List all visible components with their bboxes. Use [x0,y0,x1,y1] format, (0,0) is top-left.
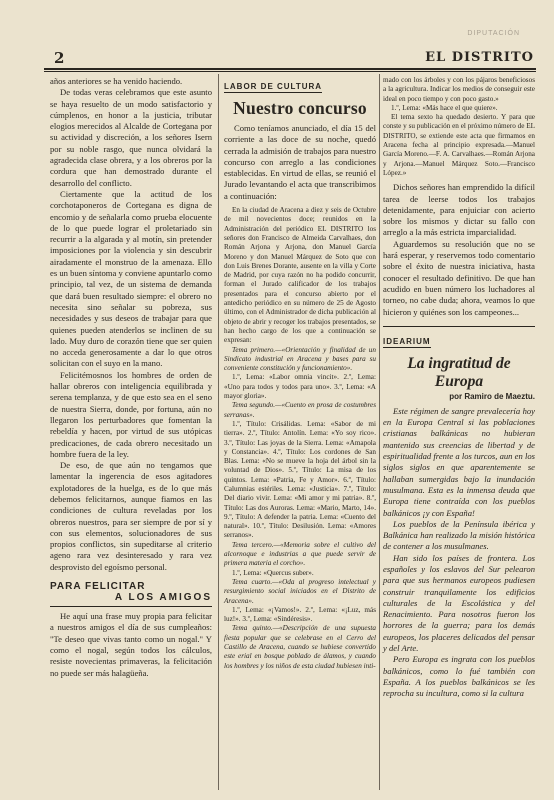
essay-byline: por Ramiro de Maeztu. [449,391,535,401]
essay-paragraph: Los pueblos de la Península ibérica y Balkánica han realizado la misión histórica de contener a los musulmanes. [383,518,535,552]
acta-continuation [383,76,535,178]
article-intro: Como teníamos anunciado, el día 15 del corriente a las doce de su noche, quedó cerrada la admisión de trabajos para nuestro concurso con arreglo a las condiciones establecidas. En virtud de ellas, se reunió el Jurado levantando el acta que transcribimos a continuación: [224,123,376,201]
header-rule [44,68,536,70]
column-1 [50,76,212,679]
paragraph: De eso, de que aún no tengamos que lamentar la ingerencia de esos agitadores explotadores de la huelga, es de lo que más debemos felicitarnos, aunque fiamos en las condiciones de cultura reveladas por los obreros nuestros, para ser siempre de por sí y con sus elementos, solucionadores de sus propios conflictos, sin supeditarse al criterio ageno rara vez desinteresado y rara vez desprovisto del egoísmo personal. [50,460,212,572]
column-2 [224,76,376,671]
acta-paragraph: Tema quinto.—«Descripción de una supuesta fiesta popular que se celebrase en el Cerro del Castillo de Aracena, cuando se hubiese convertido este erial en bosque poblado de álamos, y cuando los hombres y los niños de esta ciudad hubiesen inti- [224,624,376,670]
essay-paragraph: Han sido los países de frontera. Los españoles y los eslavos del Sur pelearon para que sus hermanos europeos pudiesen construir tranquilamente los edificios culturales de la Escolástica y del Renacimiento. Para nosotros fueron los horrores de la guerra; para los demás europeos, los placeres delicados del pensar y del Arte. [383,552,535,654]
acta-paragraph: En la ciudad de Aracena a diez y seis de Octubre de mil novecientos doce; reunidos en la Administración del periódico EL DISTRITO los señores don Francisco de Almeida Carvalhaes, don Román Arjona y Arjona, don Manuel García Moreno y don Manuel Márquez de Soto que con don Luis Brenes Dorante, ausente en la villa y Corte de Madrid, por cuya razón no ha podido concurrir, forman el Jurado calificador de los trabajos presentados para el concurso abierto por el antedicho periódico en su número de 25 de Agosto último, con el Administrador de dicha publicación al objeto de abrir y recoger los trabajos presentados, se han hecho cargo de los que a continuación se expresan: [224,206,376,345]
paragraph: De todas veras celebramos que este asunto se haya resuelto de un modo satisfactorio y cúmplenos, en honor a la justicia, tributar elogios merecidos al Alcalde de Cortegana por su actividad y discreción, a los señores Isern por su noble rasgo, que nunca olvidará la agradecida clase obrera, y a los obreros por la cordura que han demostrado durante el desarrollo del conflicto. [50,87,212,188]
section-label: LABOR DE CULTURA [224,82,323,91]
felicitar-text: He aquí una frase muy propia para felicitar a nuestros amigos el día de sus cumpleaños: "Te deseo que vivas tanto como un nogal." Y como el nogal, según todos los cálculos, resiste novecientas primaveras, la felicitación no puede ser más halagüeña. [50,611,212,678]
essay-paragraph: Pero Europa es ingrata con los pueblos balkánicos, como lo fué también con España. A los pueblos balkánicos se les reprocha su incultura, como si la cultura [383,654,535,699]
article-title: Nuestro concurso [233,98,367,118]
acta-paragraph: Tema tercero.—«Memoria sobre el cultivo del alcornoque e industrias a que puede servir de primera materia el corcho». [224,540,376,568]
page-number: 2 [54,49,65,67]
paragraph: años anteriores se ha venido haciendo. [50,76,183,86]
newspaper-name: EL DISTRITO [425,50,534,65]
acta-paragraph: mado con los árboles y con los pájaros beneficiosos a la agricultura. Indicar los medios de conseguir este ideal en poco tiempo y con poco gasto.» [383,76,535,103]
paragraph: Felicitémosnos los hombres de orden de hallar obreros con inteligencia equilibrada y serena templanza, y de que esto sea en el seno de nuestra Sierra, donde, por fortuna, aún no llegaron los perturbadores que fomentan la rebeldía y hacen, por virtud de sus utópicas predicaciones, de cada obrero necesitado un hombre fuera de la ley. [50,369,212,459]
page-header [42,48,536,68]
paragraph: Ciertamente que la actitud de los corchotaponeros de Cortegana es digna de encomio y de señalarla como prueba elocuente de lo que puede lograr el proletariado sin recurrir a la algarada y al motín, sin pretender imposiciones por la violencia y sin descubrir airadamente el monstruo de la amenaza. Ello es un buen síntoma y conviene apuntarlo como principio, tal vez, de un sistema de demanda que dará buen resultado siempre: el obrero no necesita sino señalar su pobreza, sus necesidades y sus deseos de trabajar para que quienes pueden atenderlos se inclinen de su lado. Muy duro de corazón tiene que ser quien no acceda generosamente a dar lo que otros solicitan con el suyo en la mano. [50,188,212,369]
acta-paragraph: Tema primero.—«Orientación y finalidad de un Sindicato industrial en Aracena y bases para su conveniente constitución y funcionamiento». [224,345,376,373]
acta-paragraph: 1.º, Lema: «Más hace el que quiere». [391,103,498,112]
heading-rule [50,606,212,607]
felicitar-heading-line-2: A LOS AMIGOS [114,592,212,604]
column-3 [383,76,535,700]
section-label: IDEARIUM [383,336,431,346]
acta-paragraph: 1.º, Lema: «Quercus suber». [232,568,314,577]
archive-stamp: DIPUTACIÓN [467,30,520,37]
felicitar-heading-line-1: PARA FELICITAR [50,581,146,593]
column-divider [218,74,219,790]
essay-text [383,406,535,700]
paragraph: Aguardemos su resolución que no se hará esperar, y reservemos todo comentario sobre el éxito de nuestra iniciativa, hasta conocer el resultado definitivo. De que han acudido en buen número los luchadores al torneo, no cabe duda; ahora, veamos lo que hicieron y quiénes son los campeones... [383,238,535,317]
acta-paragraph: 1.º, Lema: «¡Vamos!». 2.º, Lema: «¡Luz, más luz!». 3.º, Lema: «Sindéresis». [224,605,376,624]
paragraph: Dichos señores han emprendido la difícil tarea de leerse todos los trabajos detenidamente, para enjuiciar con acierto sobre los mismos y dictar su fallo con arreglo a la más estricta imparcialidad. [383,182,535,238]
felicitar-heading [50,581,212,603]
column-divider [379,74,380,790]
acta-paragraph: 1.º, Lema: «Labor omnia vincit». 2.º, Lema: «Uno para todos y todos para uno». 3.º, Lema: «A mayor gloria». [224,373,376,401]
acta-paragraph: Tema cuarto.—«Oda al progreso intelectual y resurgimiento social iniciados en el Distrito de Aracena». [224,577,376,605]
acta-paragraph: 1.º, Título: Crisálidas. Lema: «Sabor de mi tierra». 2.º, Título: Antolín. Lema: «Yo soy rico». 3.º, Título: Las joyas de la Sierra. Lema: «Amapola y Constancia». 4.º, Título: Los cordones de San Blas. Lema: «No se mueve la hoja del árbol sin la voluntad de Dios». 5.º, Título: La misa de los quintos. Lema: «Patria, Fe y Amor». 6.º, Título: Calumnias estériles. Lema: «Justicia». 7.º, Título: Del diario vivir. Lema: «Mi amor y mi patria». 8.º, Título: Las dos Auroras. Lema: «Mario, Marto, 14». 9.º, Título: A defender la patria. Lema: «Cuento del natural». 10.º, Título: Desilusión. Lema: «Amores serranos». [224,419,376,540]
acta-text [224,206,376,671]
acta-paragraph: El tema sexto ha quedado desierto. Y para que conste y su publicación en el próximo número de EL DISTRITO, se extiende este acta que firmamos en Aracena fecha al principio expresada.—Manuel García Moreno.—F. A. Carvalhaes.—Román Arjona y Arjona.—Manuel Márquez Soto.—Francisco López.» [383,113,535,177]
essay-paragraph: Este régimen de sangre prevalecería hoy en la Europa Central si las poblaciones cristianas balkánicas no hubieran mantenido sus creencias de libertad y de espiritualidad frente a los turcos, aun en los siglos siglos en que aparentemente se hallaban sumergidas bajo la inundación musulmana. Esta es la inmensa deuda que Europa tiene contraída con los pueblos balkánicos ¡y con España! [383,405,535,518]
essay-title: La ingratitud de Europa [407,354,511,390]
header-rule-thin [44,71,536,72]
acta-paragraph: Tema segundo.—«Cuento en prosa de costumbres serranas». [224,401,376,419]
